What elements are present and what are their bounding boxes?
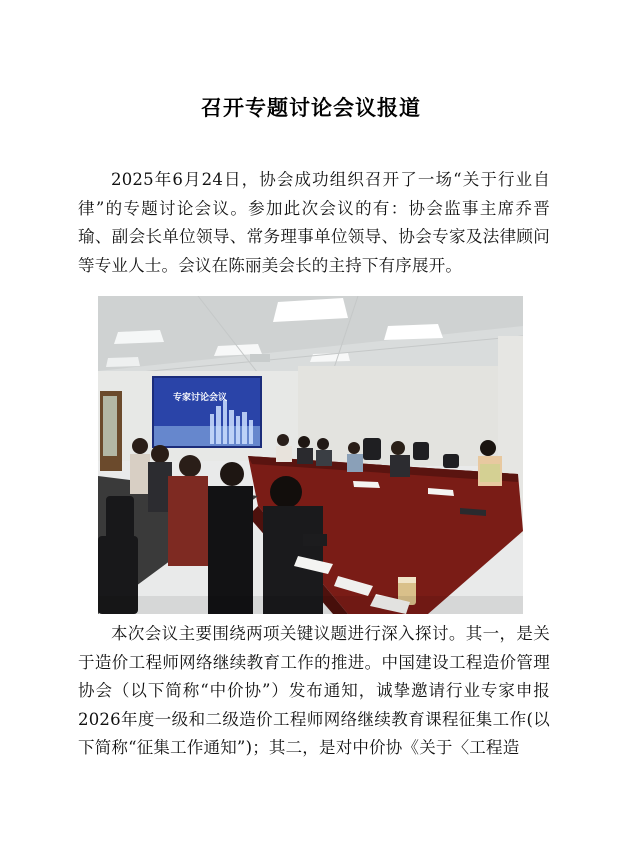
article-title: 召开专题讨论会议报道 [201,96,421,120]
screen-slide-title: 专家讨论会议 [173,393,228,403]
paragraph-intro: 2025年6月24日，协会成功组织召开了一场“关于行业自律”的专题讨论会议。参加此次会议的有：协会监事主席乔晋瑜、副会长单位领导、常务理事单位领导、协会专家及法律顾问等专业人士。会议在陈丽美会长的主持下有序展开。 [78,170,550,275]
meeting-photo [98,296,523,614]
paragraph-topics: 本次会议主要围绕两项关键议题进行深入探讨。其一，是关于造价工程师网络继续教育工作的推进。中国建设工程造价管理协会（以下简称“中价协”）发布通知，诚挚邀请行业专家申报2026年度一级和二级造价工程师网络继续教育课程征集工作(以下简称“征集工作通知”)；其二，是对中价协《关于〈工程造 [78,624,550,757]
